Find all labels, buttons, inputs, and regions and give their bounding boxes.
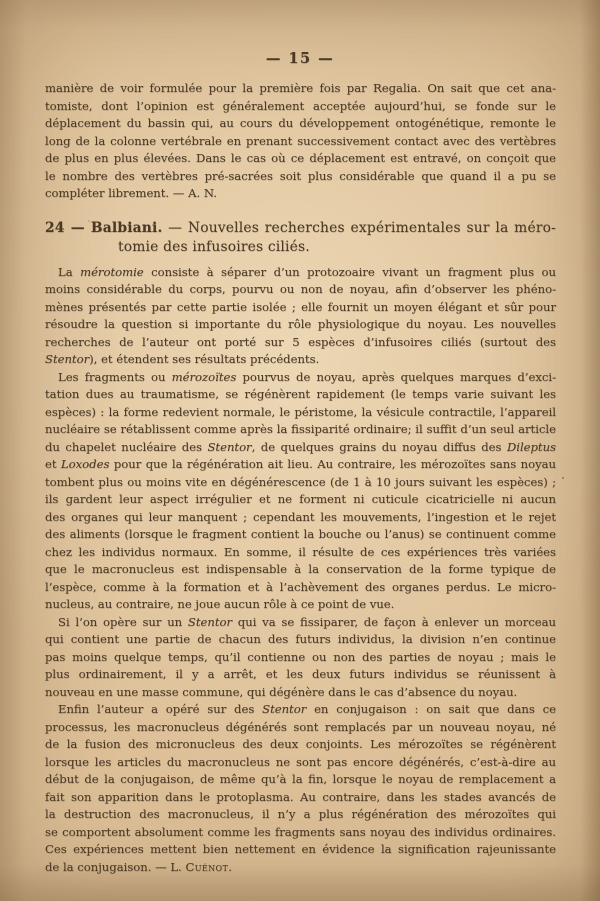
text-line bbox=[45, 666, 556, 684]
text-segment: ils gardent leur aspect irrégulier et ne forment ni cuticule cicatricielle ni aucun bbox=[45, 492, 556, 506]
text-line bbox=[45, 316, 556, 334]
italic-term: Stentor bbox=[187, 614, 233, 629]
text-line bbox=[45, 238, 556, 257]
text-segment: des aliments (lorsque le fragment contient la bouche ou l’anus) se continuent comme bbox=[45, 527, 556, 541]
text-segment: — Nouvelles recherches expérimentales sur la méro- bbox=[162, 219, 556, 236]
text-segment: espèces) : la forme redevient normale, le péristome, la vésicule contractile, l’appareil bbox=[45, 404, 556, 419]
text-segment: pourvus de noyau, après quelques marques d’exci- bbox=[236, 369, 556, 384]
text-segment: début de la conjugaison, de même qu’à la fin, lorsque le noyau de remplacement a bbox=[45, 772, 556, 786]
article-heading-balbiani bbox=[45, 219, 556, 257]
bold-text: 24 — Balbiani. bbox=[45, 219, 163, 236]
text-segment: pour que la régénération ait lieu. Au contraire, les mérozoïtes sans noyau bbox=[109, 457, 556, 471]
text-segment: , de quelques grains du noyau diffus des bbox=[251, 439, 507, 454]
text-line bbox=[45, 219, 556, 238]
italic-term: Stentor bbox=[262, 702, 307, 716]
text-segment: en conjugaison : on sait que dans ce bbox=[306, 702, 556, 716]
text-line bbox=[45, 456, 556, 474]
italic-term: Dileptus bbox=[506, 439, 557, 454]
text-segment: nucléaire se rétablissent comme après la fissiparité ordinaire; il suffit d’un seul article bbox=[45, 422, 556, 436]
text-line bbox=[45, 841, 556, 859]
paragraph-fragments-regeneration bbox=[45, 369, 556, 614]
italic-term: mérotomie bbox=[80, 264, 144, 279]
text-segment: mènes présentés par cette partie isolée ; elle fournit un moyen élégant et sûr pour bbox=[45, 299, 556, 314]
text-line bbox=[45, 264, 556, 282]
text-segment: Si l’on opère sur un bbox=[58, 614, 188, 629]
text-line bbox=[45, 684, 556, 702]
text-line bbox=[45, 386, 556, 404]
text-segment: de la conjugaison. — L. bbox=[45, 859, 186, 874]
italic-term: mérozoïtes bbox=[171, 369, 237, 384]
italic-term: Stentor bbox=[45, 352, 90, 366]
paragraph-merotomie-definition bbox=[45, 264, 556, 369]
text-segment: tomiste, dont l’opinion est généralement acceptée aujourd’hui, se fonde sur le bbox=[45, 98, 556, 113]
smallcaps-name: Cuénot bbox=[185, 859, 229, 874]
text-line bbox=[45, 614, 556, 632]
text-segment: fait son apparition dans le protoplasma. Au contraire, dans les stades avancés de bbox=[45, 789, 556, 804]
text-segment: tation dues au traumatisme, se régénèrent rapidement (le temps varie suivant les bbox=[45, 387, 556, 401]
text-segment: moins considérable du corps, pourvu ou non de noyau, afin d’observer les phéno- bbox=[45, 282, 556, 296]
text-line bbox=[45, 771, 556, 789]
text-segment: Ces expériences mettent bien nettement en évidence la signification rajeunissante bbox=[45, 842, 556, 856]
text-segment: et bbox=[45, 457, 61, 471]
text-segment: manière de voir formulée pour la première fois par Regalia. On sait que cet ana- bbox=[45, 81, 556, 95]
text-line bbox=[45, 544, 556, 562]
text-line bbox=[45, 701, 556, 719]
text-line bbox=[45, 579, 556, 597]
text-line bbox=[45, 859, 556, 877]
text-line bbox=[45, 334, 556, 352]
text-segment: du chapelet nucléaire des bbox=[45, 439, 208, 454]
text-line bbox=[45, 806, 556, 824]
text-line bbox=[45, 596, 556, 614]
text-line bbox=[45, 491, 556, 509]
text-segment: processus, les macronucleus dégénérés sont remplacés par un nouveau noyau, né bbox=[45, 719, 556, 734]
text-line bbox=[45, 649, 556, 667]
text-segment: se comportent absolument comme les fragments sans noyau des individus ordinaires. bbox=[45, 824, 556, 839]
text-line bbox=[45, 98, 556, 116]
text-line bbox=[45, 631, 556, 649]
text-segment: pas moins quelque temps, qu’il contienne ou non des parties de noyau ; mais le bbox=[45, 649, 556, 664]
text-line bbox=[45, 80, 556, 98]
text-line bbox=[45, 526, 556, 544]
page-text bbox=[45, 80, 556, 876]
text-line bbox=[45, 509, 556, 527]
text-segment: tomie des infusoires ciliés. bbox=[118, 238, 310, 255]
text-segment: nucleus, au contraire, ne joue aucun rôle à ce point de vue. bbox=[45, 597, 395, 611]
page-number: — 15 — bbox=[265, 50, 335, 67]
text-line bbox=[45, 150, 556, 168]
text-line bbox=[45, 561, 556, 579]
ink-speck bbox=[562, 477, 564, 479]
text-segment: chez les individus normaux. En somme, il résulte de ces expériences très variées bbox=[45, 544, 556, 559]
text-segment: consiste à séparer d’un protozoaire vivant un fragment plus ou bbox=[143, 264, 557, 279]
text-segment: déplacement du bassin qui, au cours du développement ontogénétique, remonte le bbox=[45, 116, 556, 130]
text-line bbox=[45, 789, 556, 807]
text-line bbox=[45, 474, 556, 492]
text-line bbox=[45, 351, 556, 369]
text-segment: . bbox=[228, 859, 232, 874]
text-line bbox=[45, 133, 556, 151]
italic-term: Stentor bbox=[207, 439, 252, 454]
text-line bbox=[45, 281, 556, 299]
text-segment: La bbox=[58, 264, 81, 279]
text-segment: de la fusion des micronucleus des deux conjoints. Les mérozoïtes se régénèrent bbox=[45, 737, 556, 751]
text-line bbox=[45, 404, 556, 422]
text-line bbox=[45, 168, 556, 186]
text-segment: résoudre la question si importante du rôle physiologique du noyau. Les nouvelles bbox=[45, 317, 556, 331]
italic-term: Loxodes bbox=[60, 457, 110, 471]
paragraph-stentor-fissiparation bbox=[45, 614, 556, 702]
text-segment: le nombre des vertèbres pré-sacrées soit plus considérable que quand il a pu se bbox=[45, 168, 556, 183]
text-line bbox=[45, 754, 556, 772]
text-segment: des organes qui leur manquent ; cependant les mouvements, l’ingestion et le rejet bbox=[45, 509, 556, 524]
text-segment: tombent plus ou moins vite en dégénérescence (de 1 à 10 jours suivant les espèces) ; bbox=[45, 474, 556, 489]
text-segment: que le macronucleus est indispensable à la conservation de la forme typique de bbox=[45, 562, 556, 576]
text-segment: recherches de l’auteur ont porté sur 5 espèces d’infusoires ciliés (surtout des bbox=[45, 334, 556, 349]
text-segment: Les fragments ou bbox=[58, 369, 172, 384]
text-line bbox=[45, 115, 556, 133]
text-segment: ), et étendent ses résultats précédents. bbox=[89, 352, 320, 366]
text-segment: qui contient une partie de chacun des futurs individus, la division n’en continue bbox=[45, 632, 556, 646]
text-segment: compléter librement. — A. N. bbox=[45, 186, 217, 200]
text-line bbox=[45, 299, 556, 317]
text-segment: long de la colonne vertébrale en prenant successivement contact avec des vertèbres bbox=[45, 133, 556, 148]
text-line bbox=[45, 824, 556, 842]
text-segment: de plus en plus élevées. Dans le cas où ce déplacement est entravé, on conçoit que bbox=[45, 151, 556, 165]
text-line bbox=[45, 369, 556, 387]
text-segment: la destruction des macronucleus, il n’y a plus régénération des mérozoïtes qui bbox=[45, 807, 556, 821]
paragraph-conjugaison bbox=[45, 701, 556, 876]
text-line bbox=[45, 736, 556, 754]
text-segment: lorsque les articles du macronucleus ne sont pas encore dégénérés, c’est-à-dire au bbox=[45, 754, 556, 769]
text-segment: Enfin l’auteur a opéré sur des bbox=[58, 702, 263, 716]
closing-paragraph-previous-article bbox=[45, 80, 556, 203]
text-line bbox=[45, 185, 556, 203]
text-segment: qui va se fissiparer, de façon à enlever un morceau bbox=[232, 614, 556, 629]
text-line bbox=[45, 421, 556, 439]
text-line bbox=[45, 439, 556, 457]
text-segment: plus ordinairement, il y a arrêt, et les deux futurs individus se réunissent à bbox=[45, 667, 556, 681]
text-segment: nouveau en une masse commune, qui dégénère dans le cas d’absence du noyau. bbox=[45, 684, 518, 699]
text-segment: l’espèce, comme à la formation et à l’achèvement des organes perdus. Le micro- bbox=[45, 579, 556, 594]
text-line bbox=[45, 719, 556, 737]
